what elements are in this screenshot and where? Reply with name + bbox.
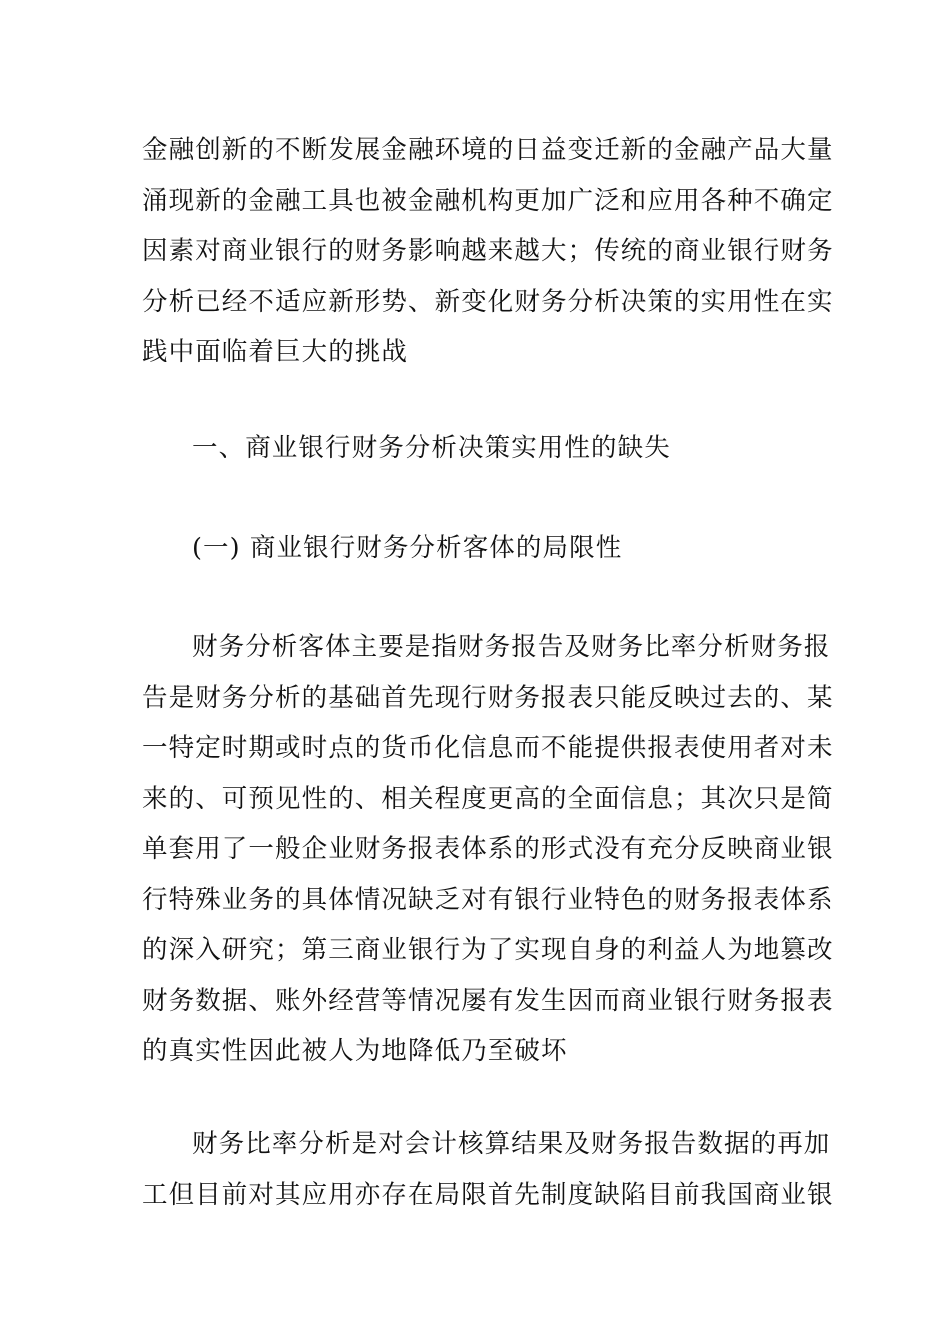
text-line: 一特定时期或时点的货币化信息而不能提供报表使用者对未	[142, 733, 834, 763]
text-line: 践中面临着巨大的挑战	[142, 337, 409, 367]
text-line: 财务比率分析是对会计核算结果及财务报告数据的再加	[192, 1129, 831, 1159]
subsection-heading	[142, 523, 812, 574]
text-line: 单套用了一般企业财务报表体系的形式没有充分反映商业银	[142, 834, 834, 864]
subheading-text: (一) 商业银行财务分析客体的局限性	[192, 533, 623, 563]
section-heading	[142, 423, 812, 474]
text-line: 涌现新的金融工具也被金融机构更加广泛和应用各种不确定	[142, 185, 834, 216]
intro-paragraph	[142, 125, 834, 378]
text-line: 的深入研究；第三商业银行为了实现自身的利益人为地篡改	[142, 935, 834, 965]
text-line: 告是财务分析的基础首先现行财务报表只能反映过去的、某	[142, 682, 834, 713]
text-line: 财务数据、账外经营等情况屡有发生因而商业银行财务报表	[142, 985, 834, 1016]
text-line: 行特殊业务的具体情况缺乏对有银行业特色的财务报表体系	[142, 884, 834, 915]
text-line: 金融创新的不断发展金融环境的日益变迁新的金融产品大量	[142, 135, 834, 165]
analysis-paragraph	[142, 622, 834, 1077]
text-line: 来的、可预见性的、相关程度更高的全面信息；其次只是简	[142, 783, 834, 814]
ratio-paragraph	[142, 1119, 834, 1220]
text-line: 因素对商业银行的财务影响越来越大；传统的商业银行财务	[142, 236, 834, 266]
text-line: 分析已经不适应新形势、新变化财务分析决策的实用性在实	[142, 286, 834, 317]
text-line: 财务分析客体主要是指财务报告及财务比率分析财务报	[192, 632, 831, 662]
heading-text: 一、商业银行财务分析决策实用性的缺失	[192, 433, 671, 463]
text-line: 的真实性因此被人为地降低乃至破坏	[142, 1036, 568, 1066]
text-line: 工但目前对其应用亦存在局限首先制度缺陷目前我国商业银	[142, 1179, 834, 1210]
